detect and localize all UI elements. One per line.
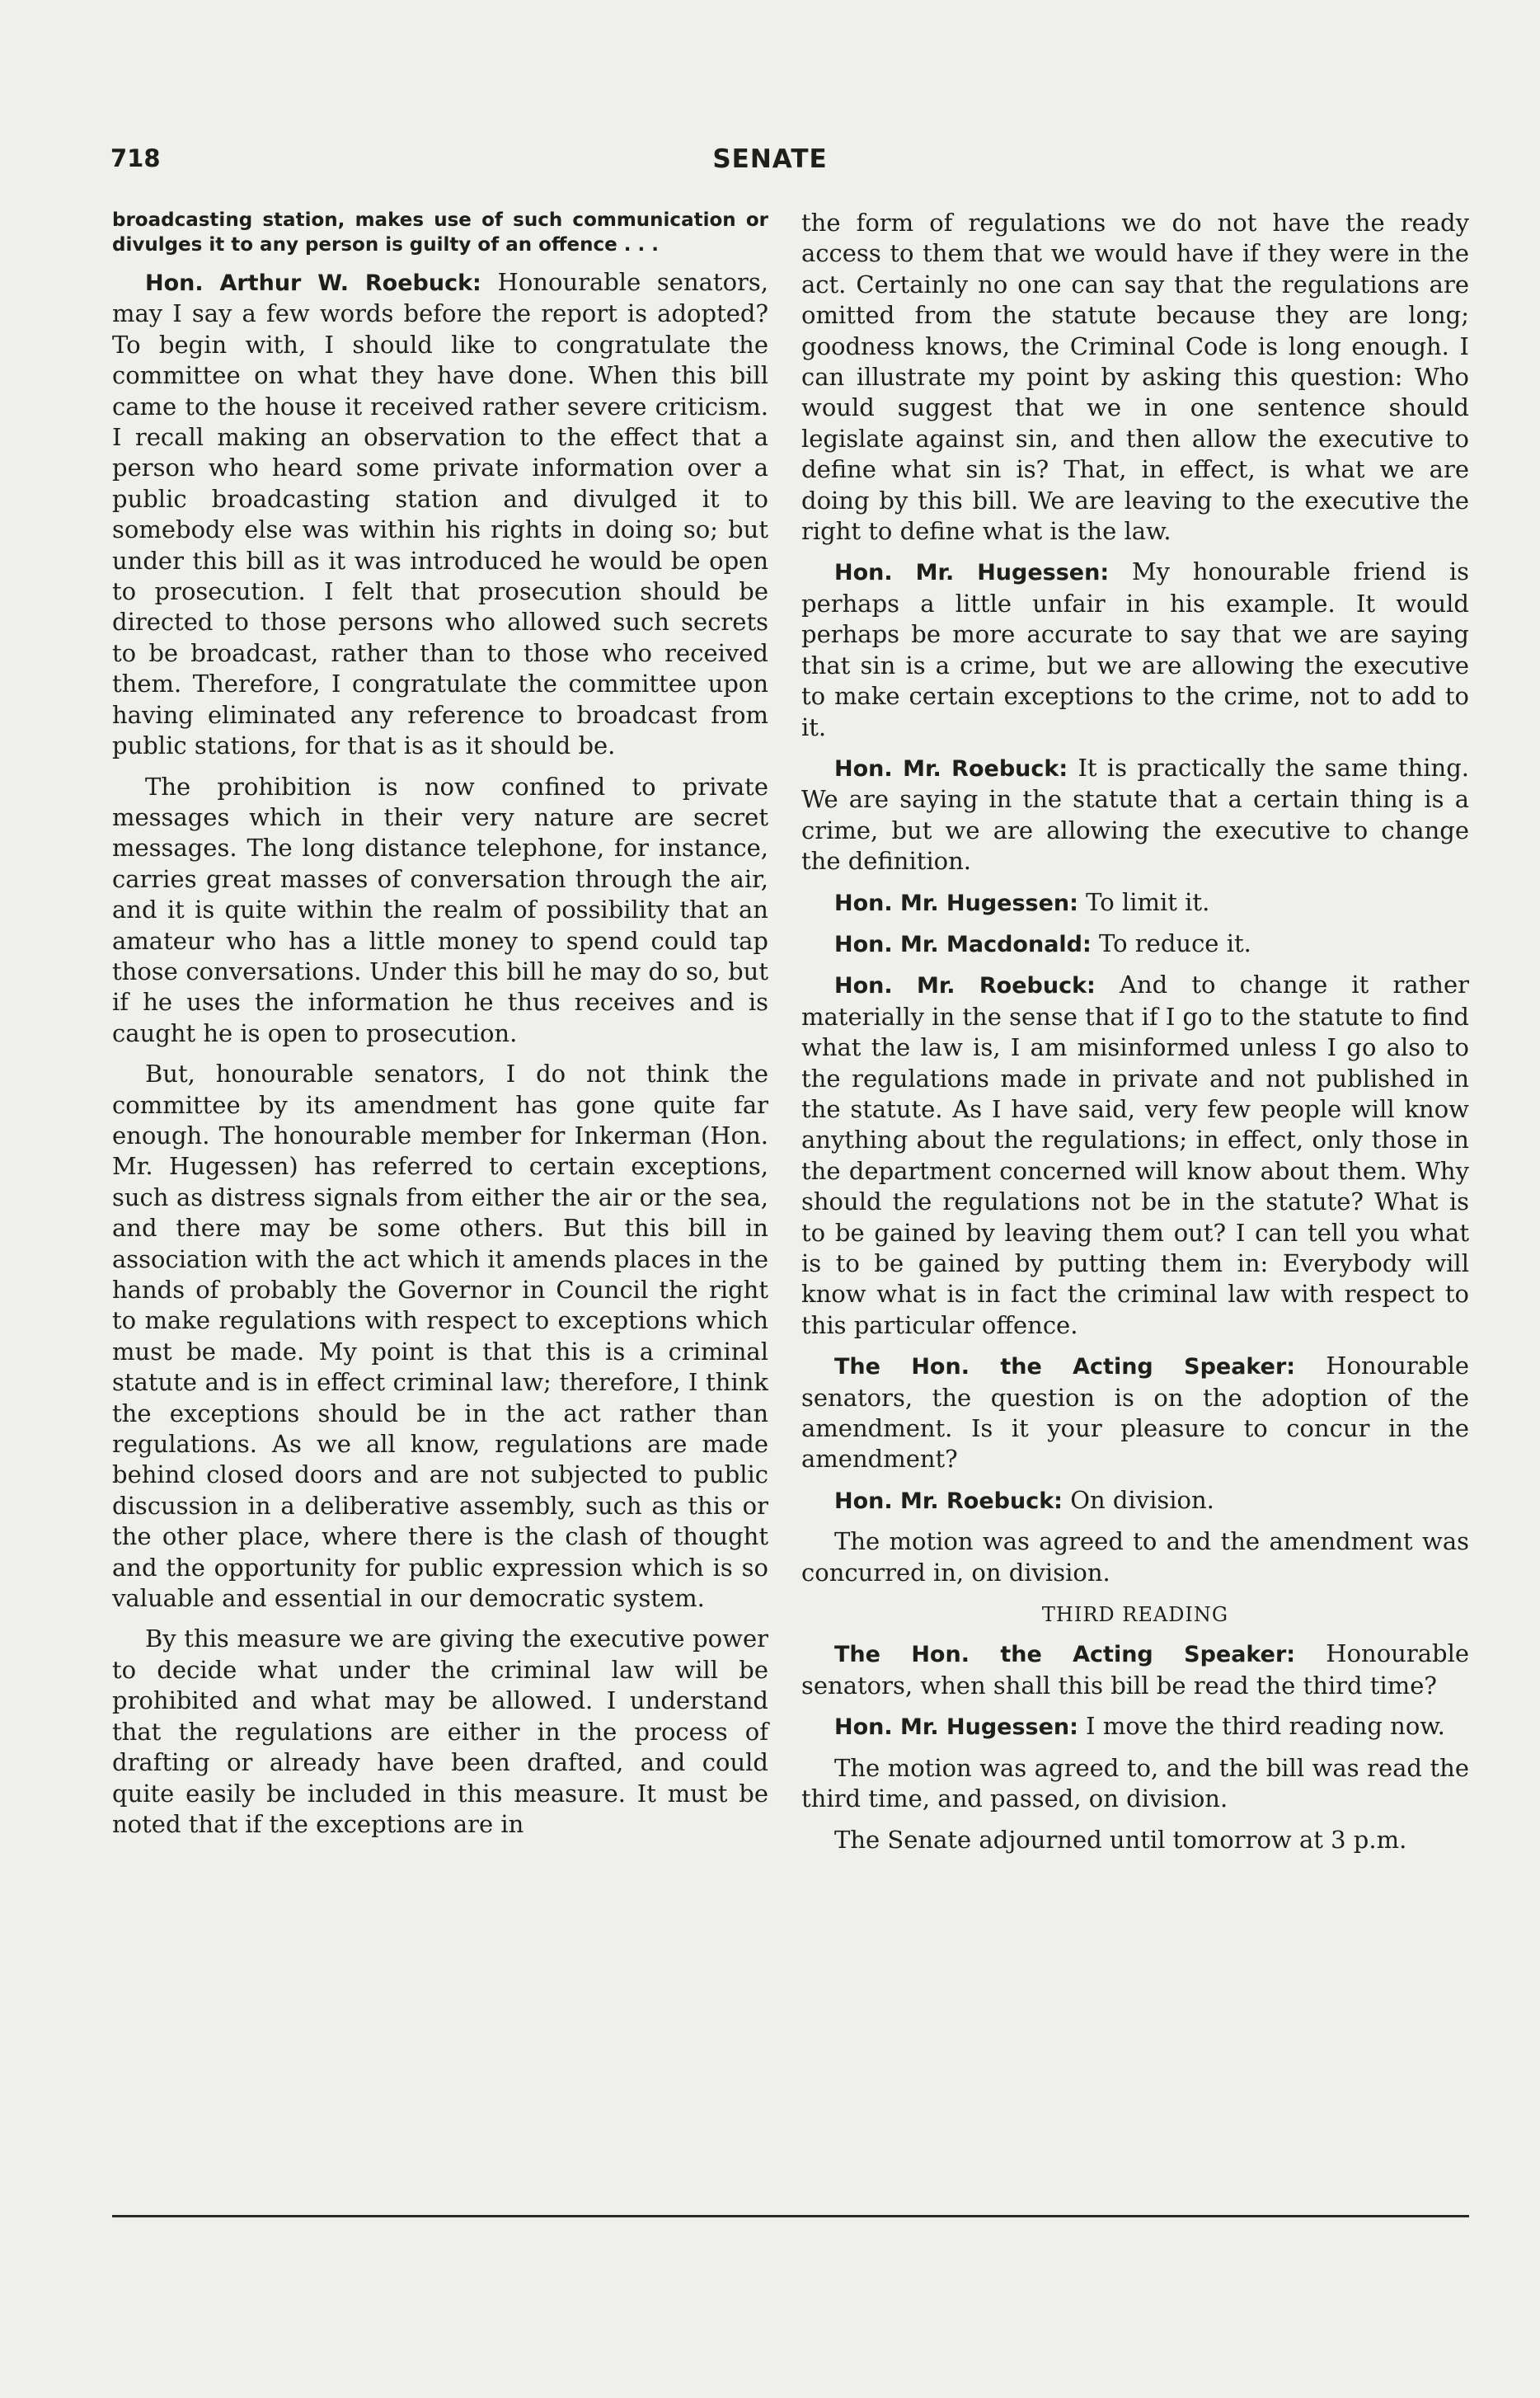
speech [801, 929, 1469, 960]
speaker-name: The Hon. the Acting Speaker: [834, 1354, 1296, 1380]
paragraph: But, honourable senators, I do not think the committee by its amendment has gone quite far enough. The honourable member for Inkerman (Hon. Mr. Hugessen) has referred to certain exceptions, such as distress signals from either the air or the sea, and there may be some others. But this bill in association with the act which it amends places in the hands of probably the Governor in Council the right to make regulations with respect to exceptions which must be made. My point is that this is a criminal statute and is in effect criminal law; therefore, I think the exceptions should be in the act rather than regulations. As we all know, regulations are made behind closed doors and are not subjected to public discussion in a deliberative assembly, such as this or the other place, where there is the clash of thought and the opportunity for public expression which is so valuable and essential in our democratic system. [112, 1060, 769, 1613]
paragraph: The Senate adjourned until tomorrow at 3 p.m. [834, 1825, 1407, 1854]
speech [801, 970, 1469, 1341]
paragraph: The motion was agreed to, and the bill was read the third time, and passed, on division. [801, 1753, 1469, 1813]
paragraph: the form of regulations we do not have the ready access to them that we would have if they were in the act. Certainly no one can say that the regulations are omitted from the statute because they are long; goodness knows, the Criminal Code is long enough. I can illustrate my point by asking this question: Who would suggest that we in one sentence should legislate against sin, and then allow the executive to define what sin is? That, in effect, is what we are doing by this bill. We are leaving to the executive the right to define what is the law. [801, 209, 1469, 546]
speech-text: I move the third reading now. [1078, 1712, 1445, 1741]
page-number: 718 [110, 144, 161, 172]
speech [801, 1485, 1469, 1516]
speaker-name: Hon. Mr. Hugessen: [834, 560, 1110, 586]
running-head: SENATE [712, 144, 828, 174]
speech [801, 1351, 1469, 1475]
speaker-name: Hon. Mr. Roebuck: [834, 1488, 1063, 1514]
speech-text: And to change it rather materially in the sense that if I go to the statute to find what the law is, I am misinformed unless I go also to the regulations made in private and not published in the statute. As I have said, very few people will know anything about the regulations; in effect, only those in the department concerned will know about them. Why should the regulations not be in the statute? What is to be gained by leaving them out? I can tell you what is to be gained by putting them in: Everybody will know what is in fact the criminal law with respect to this particular offence. [801, 971, 1469, 1339]
speech-text: Honourable senators, when shall this bill be read the third time? [801, 1639, 1470, 1700]
speaker-name: Hon. Mr. Hugessen: [834, 1714, 1078, 1741]
speech [112, 267, 768, 762]
speaker-name: Hon. Mr. Roebuck: [834, 973, 1096, 999]
speaker-name: The Hon. the Acting Speaker: [834, 1642, 1296, 1668]
speaker-name: Hon. Mr. Macdonald: [834, 931, 1092, 957]
left-column [112, 208, 768, 1850]
speaker-name: Hon. Mr. Roebuck: [834, 755, 1068, 782]
paragraph: broadcasting station, makes use of such communication or divulges it to any person is guilty of an offence . . . [112, 209, 768, 256]
speech-text: On division. [1062, 1485, 1214, 1514]
section-heading: THIRD READING [1041, 1603, 1229, 1627]
speaker-name: Hon. Mr. Hugessen: [834, 890, 1078, 916]
right-column [801, 208, 1469, 1865]
paragraph: The motion was agreed to and the amendment was concurred in, on division. [801, 1527, 1469, 1587]
paragraph: The prohibition is now confined to private messages which in their very nature are secret messages. The long distance telephone, for instance, carries great masses of conversation through the air, and it is quite within the realm of possibility that an amateur who has a little money to spend could tap those conversations. Under this bill he may do so, but if he uses the information he thus receives and is caught he is open to prosecution. [112, 772, 768, 1047]
speech-text: Honourable senators, the question is on the adoption of the amendment. Is it your pleasure to concur in the amendment? [801, 1352, 1470, 1474]
speech [801, 1639, 1469, 1701]
bottom-rule [112, 2215, 1469, 2217]
speech-text: My honourable friend is perhaps a little unfair in his example. It would perhaps be more accurate to say that we are saying that sin is a crime, but we are allowing the executive to make certain exceptions to the crime, not to add to it. [801, 557, 1469, 741]
speech [801, 887, 1469, 919]
speech-text: To reduce it. [1091, 929, 1251, 957]
speech [801, 557, 1469, 742]
paragraph: By this measure we are giving the executive power to decide what under the criminal law will be prohibited and what may be allowed. I understand that the regulations are either in the process of drafting or already have been drafted, and could quite easily be included in this measure. It must be noted that if the exceptions are in [112, 1625, 768, 1838]
speaker-name: Hon. Arthur W. Roebuck: [145, 270, 481, 296]
speech-text: Honourable senators, may I say a few words before the report is adopted? To begin with, I should like to congratulate the committee on what they have done. When this bill came to the house it received rather severe criticism. I recall making an observation to the effect that a person who heard some private information over a public broadcasting station and divulged it to somebody else was within his rights in doing so; but under this bill as it was introduced he would be open to prosecution. I felt that prosecution should be directed to those persons who allowed such secrets to be broadcast, rather than to those who received them. Therefore, I congratulate the committee upon having eliminated any reference to broadcast from public stations, for that is as it should be. [112, 268, 769, 760]
speech [801, 753, 1469, 877]
speech [801, 1711, 1469, 1742]
speech-text: To limit it. [1078, 887, 1210, 916]
speech-text: It is practically the same thing. We are saying in the statute that a certain thing is a crime, but we are allowing the executive to change the definition. [801, 753, 1469, 876]
